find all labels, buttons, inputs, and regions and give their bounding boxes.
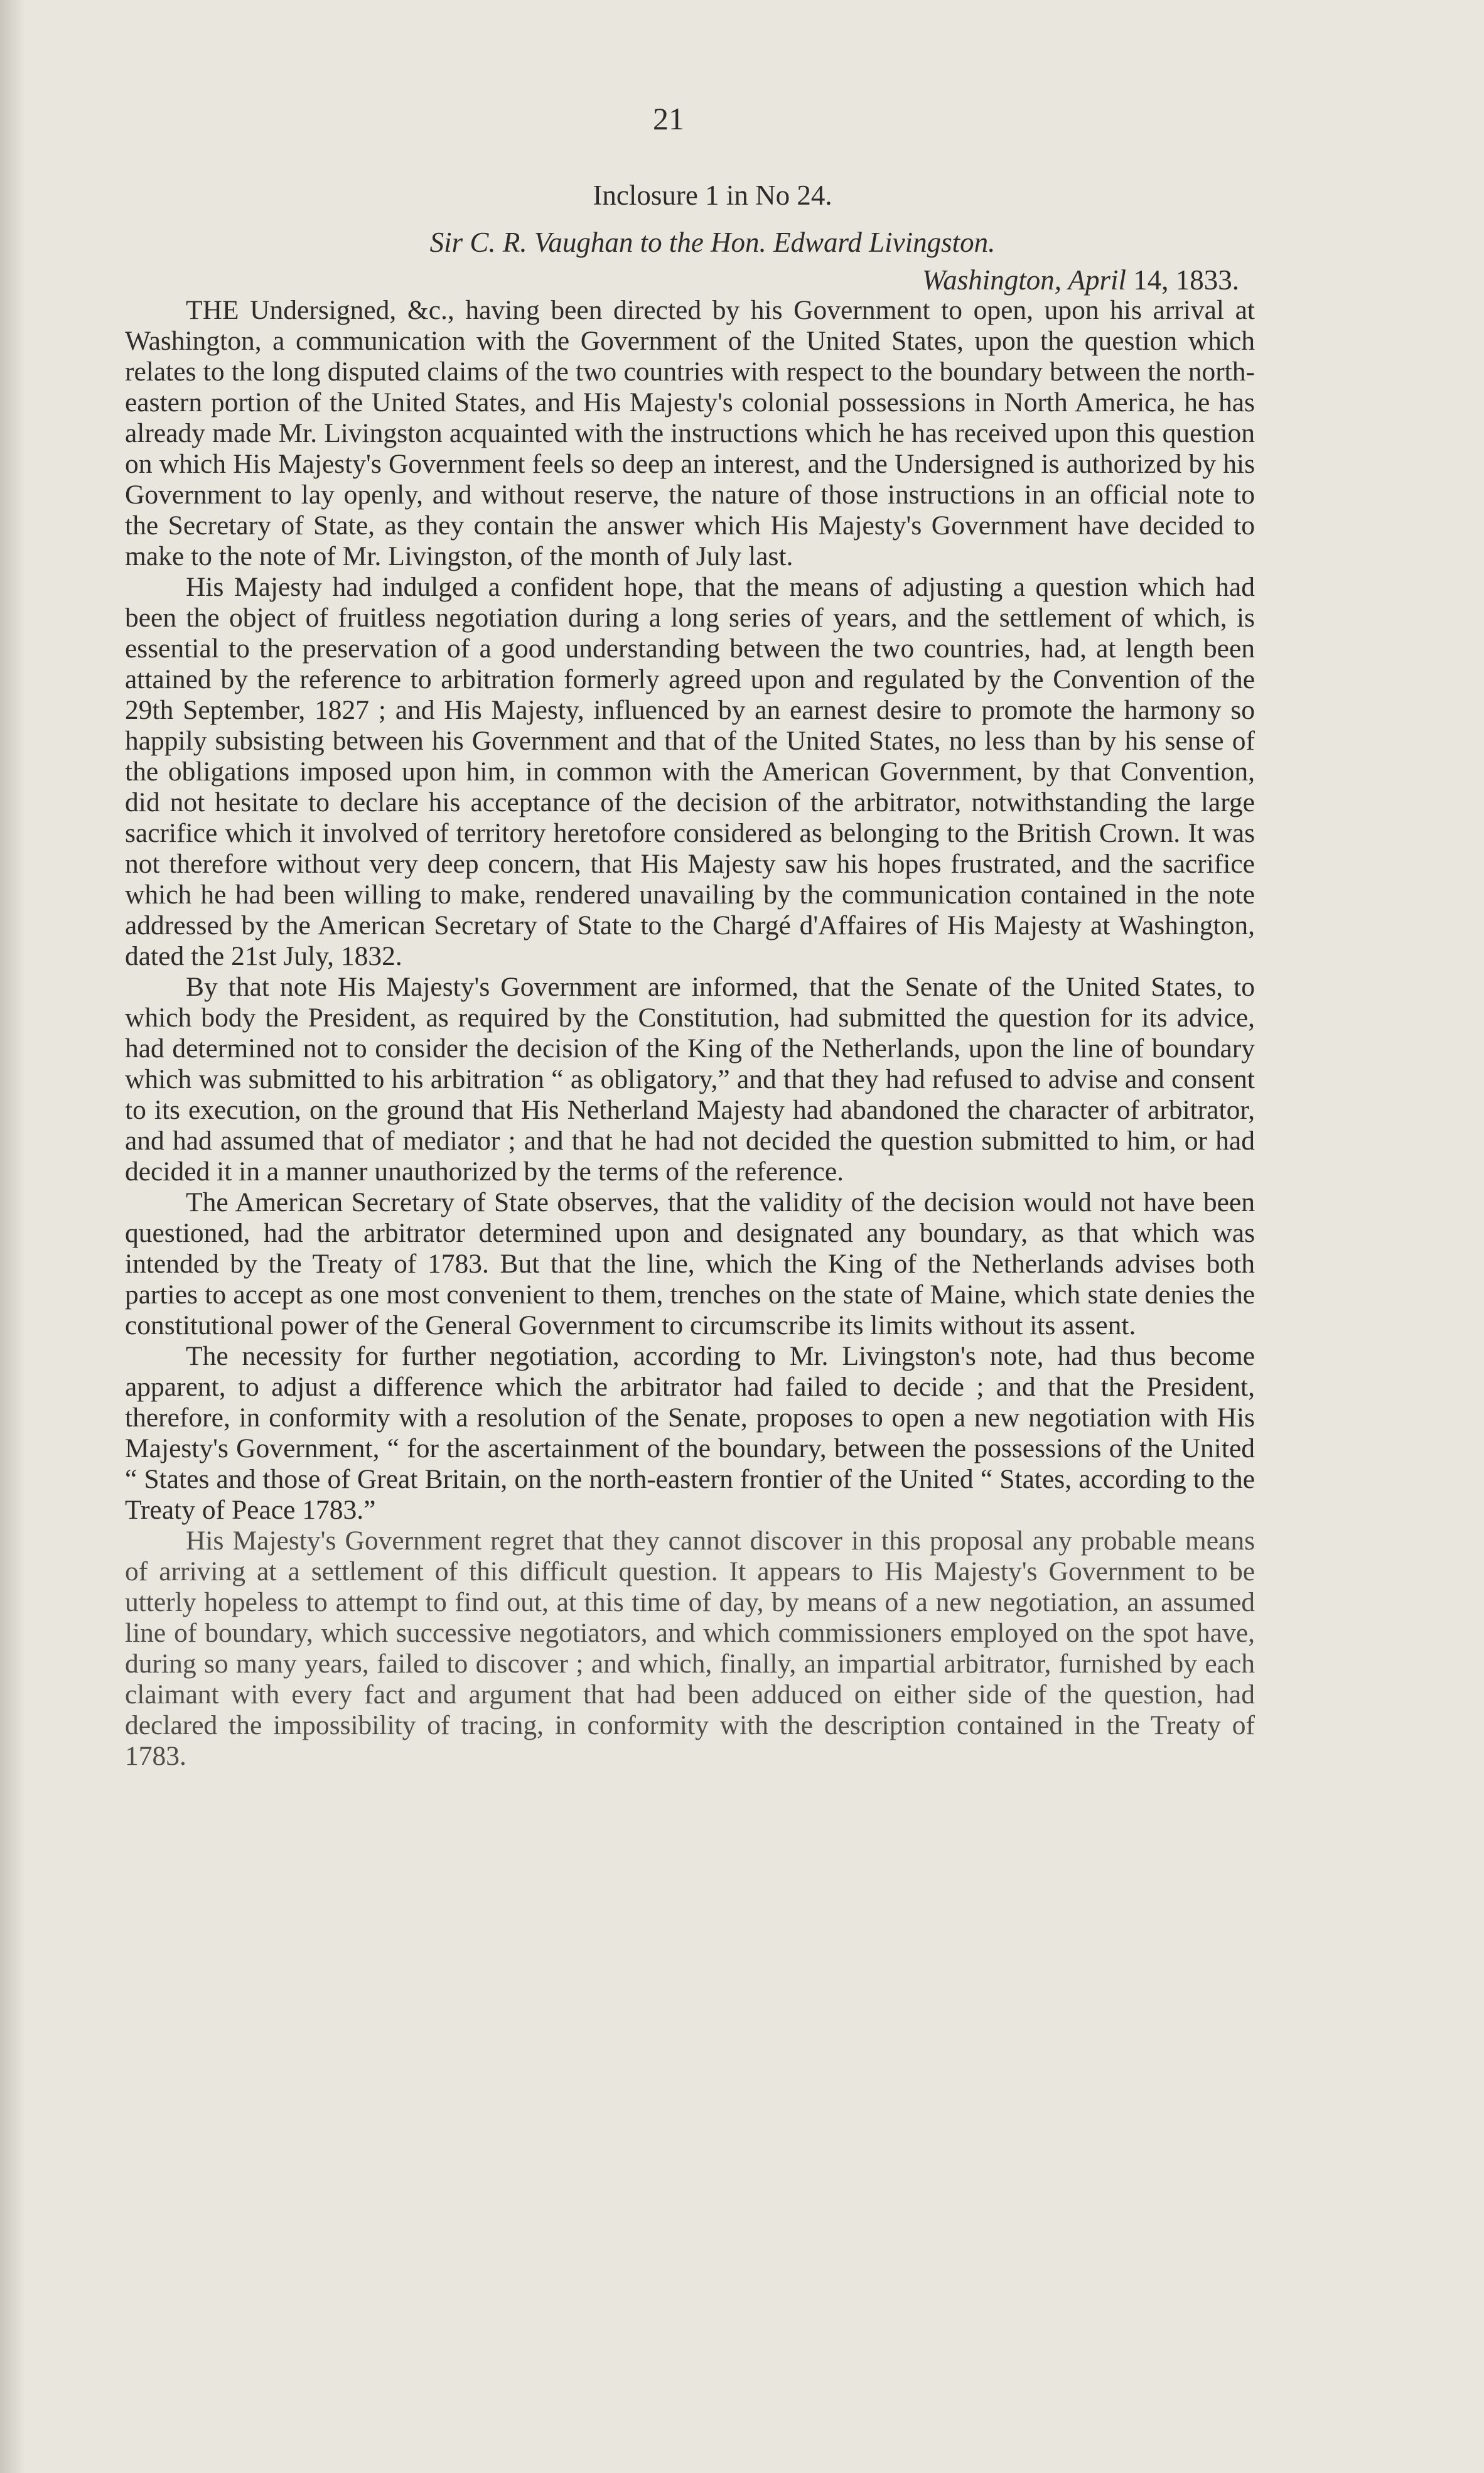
letter-body: [125, 295, 1255, 1772]
dateline: [922, 264, 1239, 296]
letter-heading: Sir C. R. Vaughan to the Hon. Edward Livingston.: [429, 227, 996, 258]
dateline-day-year: 14, 1833.: [1126, 264, 1239, 296]
paragraph-3: By that note His Majesty's Government are informed, that the Senate of the United States, to which body the President, as required by the Constitution, had submitted the question for its advice, had determined not to consider the decision of the King of the Netherlands, upon the line of boundary which was submitted to his arbitration “ as obligatory,” and that they had refused to advise and consent to its execution, on the ground that His Netherland Majesty had abandoned the character of arbitrator, and had assumed that of mediator ; and that he had not decided the question submitted to him, or had decided it in a manner unauthorized by the terms of the reference.: [125, 972, 1255, 1187]
dateline-place-month: Washington, April: [922, 264, 1126, 296]
paragraph-2: His Majesty had indulged a confident hope, that the means of adjusting a question which had been the object of fruitless negotiation during a long series of years, and the settlement of which, is essential to the preservation of a good understanding between the two countries, had, at length been attained by the reference to arbitration formerly agreed upon and regulated by the Convention of the 29th September, 1827 ; and His Majesty, influenced by an earnest desire to promote the harmony so happily subsisting between his Government and that of the United States, no less than by his sense of the obligations imposed upon him, in common with the American Government, by that Convention, did not hesitate to declare his acceptance of the decision of the arbitrator, notwithstanding the large sacrifice which it involved of territory heretofore considered as belonging to the British Crown. It was not therefore without very deep concern, that His Majesty saw his hopes frustrated, and the sacrifice which he had been willing to make, rendered unavailing by the communication contained in the note addressed by the American Secretary of State to the Chargé d'Affaires of His Majesty at Washington, dated the 21st July, 1832.: [125, 572, 1255, 971]
paragraph-5: The necessity for further negotiation, according to Mr. Livingston's note, had thus become apparent, to adjust a difference which the arbitrator had failed to decide ; and that the President, therefore, in conformity with a resolution of the Senate, proposes to open a new negotiation with His Majesty's Government, “ for the ascertainment of the boundary, between the possessions of the United “ States and those of Great Britain, on the north-eastern frontier of the United “ States, according to the Treaty of Peace 1783.”: [125, 1341, 1255, 1525]
paragraph-4: The American Secretary of State observes, that the validity of the decision would not have been questioned, had the arbitrator determined upon and designated any boundary, as that which was intended by the Treaty of 1783. But that the line, which the King of the Netherlands advises both parties to accept as one most convenient to them, trenches on the state of Maine, which state denies the constitutional power of the General Government to circumscribe its limits without its assent.: [125, 1187, 1255, 1340]
paragraph-1: THE Undersigned, &c., having been directed by his Government to open, upon his arrival at Washington, a communication with the Government of the United States, upon the question which relates to the long disputed claims of the two countries with respect to the boundary between the north-eastern portion of the United States, and His Majesty's colonial possessions in North America, he has already made Mr. Livingston acquainted with the instructions which he has received upon this question on which His Majesty's Government feels so deep an interest, and the Undersigned is authorized by his Government to lay openly, and without reserve, the nature of those instructions in an official note to the Secretary of State, as they contain the answer which His Majesty's Government have decided to make to the note of Mr. Livingston, of the month of July last.: [125, 295, 1255, 571]
page-number: 21: [653, 101, 684, 136]
page-edge-shadow: [0, 0, 25, 2473]
paragraph-6: His Majesty's Government regret that they cannot discover in this proposal any probable means of arriving at a settlement of this difficult question. It appears to His Majesty's Government to be utterly hopeless to attempt to find out, at this time of day, by means of a new negotiation, an assumed line of boundary, which successive negotiators, and which commissioners employed on the spot have, during so many years, failed to discover ; and which, finally, an impartial arbitrator, furnished by each claimant with every fact and argument that had been adduced on either side of the question, had declared the impossibility of tracing, in conformity with the description contained in the Treaty of 1783.: [125, 1526, 1255, 1771]
enclosure-heading: Inclosure 1 in No 24.: [593, 180, 832, 211]
